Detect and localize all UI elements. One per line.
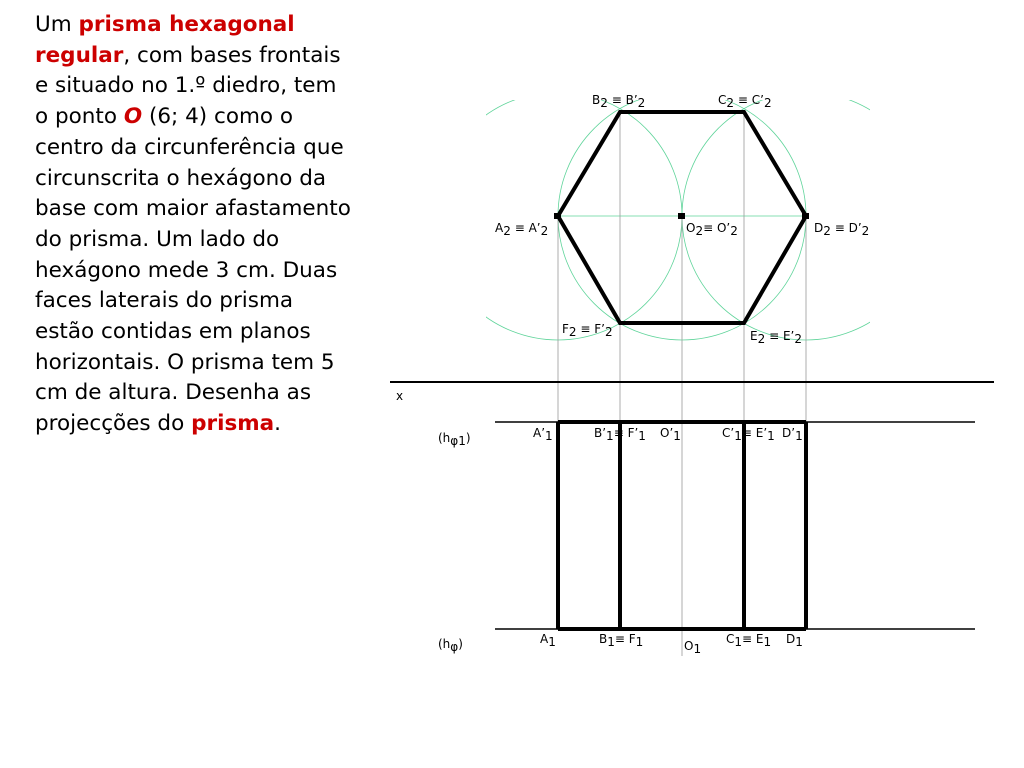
statement-part: Um [35,12,79,37]
label-o1-prime: O’1 [660,426,681,443]
label-b1-prime: B’1≡ F’1 [594,426,646,443]
label-a1-prime: A’1 [533,426,553,443]
label-d1-prime: D’1 [782,426,803,443]
label-d1: D1 [786,632,803,649]
label-b2: B2 ≡ B’2 [592,93,646,110]
label-b1: B1≡ F1 [599,632,644,649]
label-o1: O1 [684,639,702,656]
statement-highlight-prism: prisma hexagonal regular [35,12,295,68]
statement-part: (6; 4) como o centro da circunferência que circunscrita o hexágono da base com maior afastamento do prisma. Um lado do hexágono mede 3 cm. Duas faces laterais do prisma estão contidas em planos horizontais. O prisma tem 5 cm de altura. Desenha as projecções do [35,104,351,437]
label-c1-prime: C’1≡ E’1 [722,426,775,443]
statement-highlight-prisma: prisma [191,411,275,437]
statement-part: , com bases frontais e situado no 1.º diedro, tem o ponto [35,42,341,130]
statement-highlight-point-o: O [123,104,143,130]
label-c2: C2 ≡ C’2 [718,93,772,110]
label-a2: A2 ≡ A’2 [495,221,549,238]
label-hphi: (hφ) [438,637,463,654]
label-x-axis: x [396,389,404,403]
label-a1: A1 [540,632,556,649]
label-d2: D2 ≡ D’2 [814,221,870,238]
label-hphi1: (hφ1) [438,431,471,448]
statement-part: . [274,411,281,437]
label-e2: E2 ≡ E’2 [750,329,802,346]
label-c1: C1≡ E1 [726,632,772,649]
label-f2: F2 ≡ F’2 [562,322,613,339]
label-o2: O2≡ O’2 [686,221,738,238]
